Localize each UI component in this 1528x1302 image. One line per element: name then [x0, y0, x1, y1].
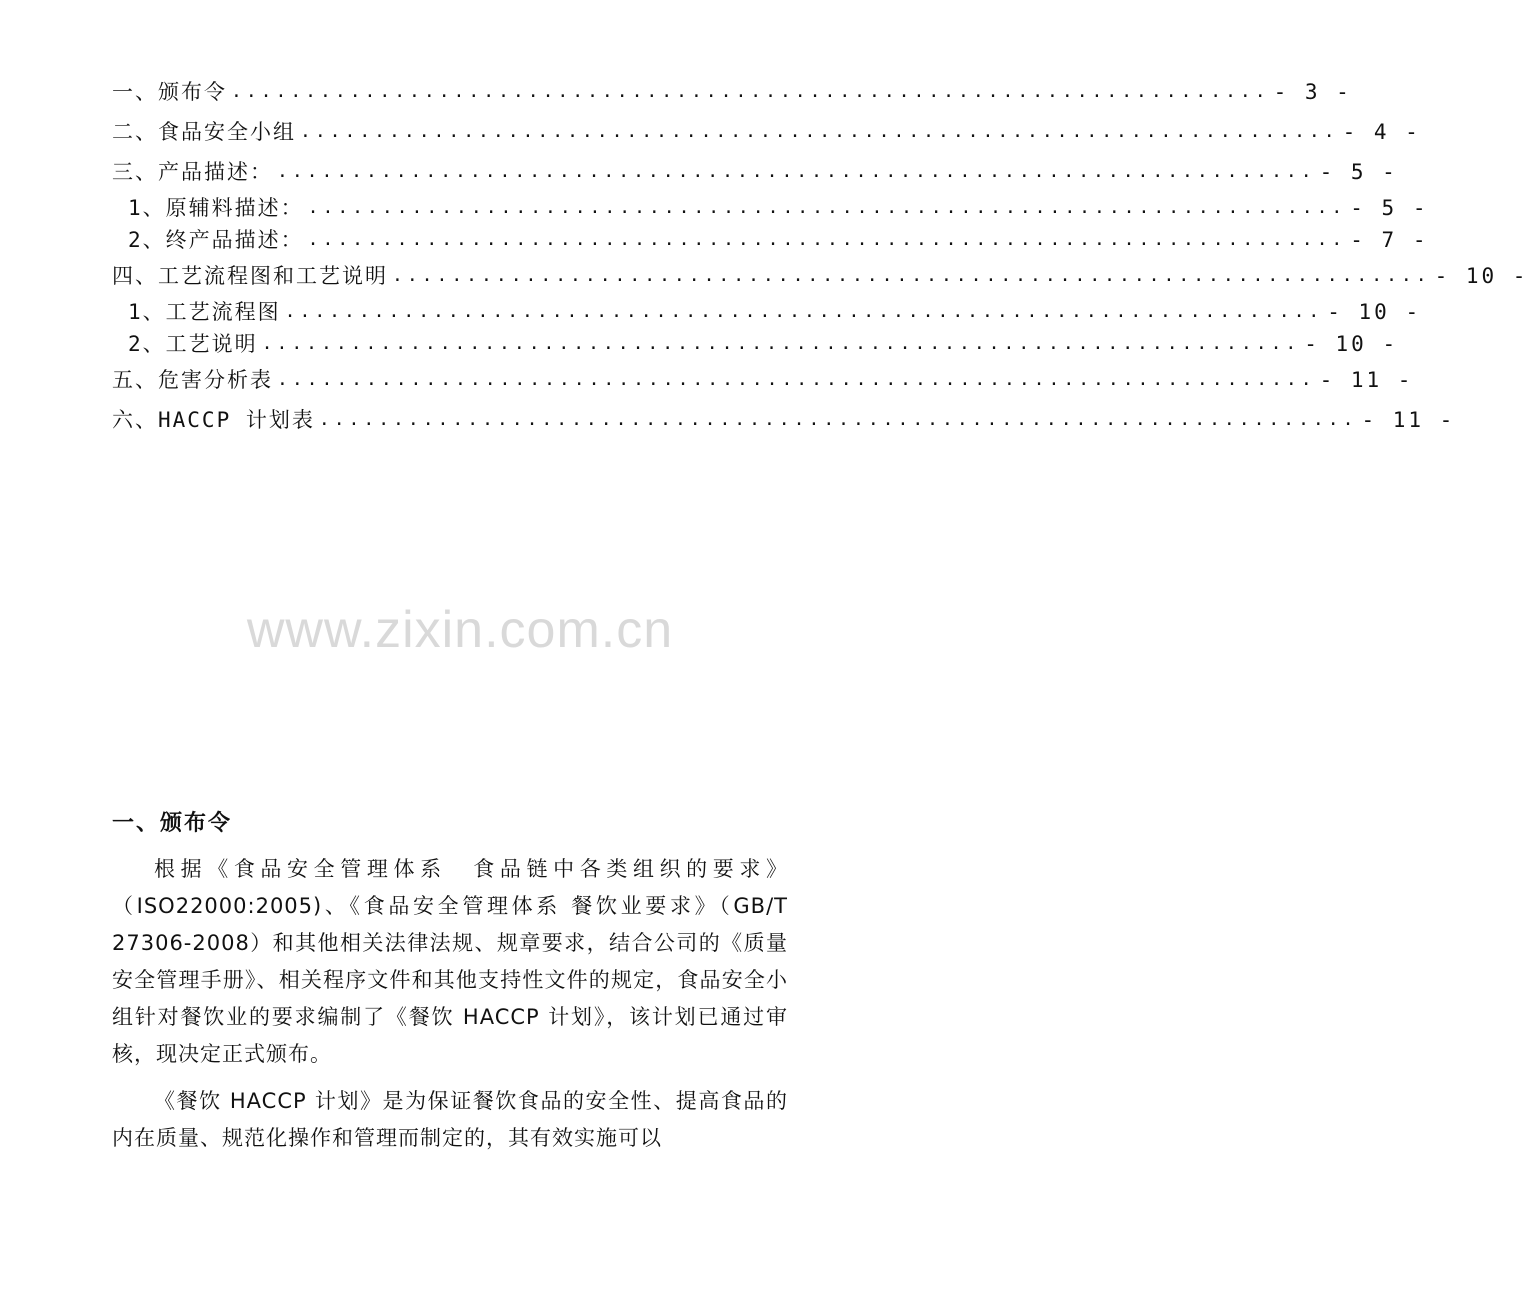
toc-entry[interactable]: [112, 256, 1528, 296]
toc-entry-label: 2、终产品描述：: [128, 228, 304, 252]
body-paragraph: 根据《食品安全管理体系 食品链中各类组织的要求》（ISO22000:2005)、《食品安全管理体系 餐饮业要求》（GB/T 27306-2008）和其他相关法律法规、规章要求，结合公司的《质量安全管理手册》、相关程序文件和其他支持性文件的规定，食品安全小组针对餐饮业的要求编制了《餐饮 HACCP 计划》，该计划已通过审核，现决定正式颁布。: [112, 857, 788, 1066]
toc-leader-dots: ......................................................................: [318, 409, 1358, 430]
toc-entry-page: - 5 -: [1350, 196, 1429, 220]
watermark: www.zixin.com.cn: [246, 601, 674, 659]
toc-leader-dots: ......................................................................: [231, 81, 1270, 102]
toc-entry[interactable]: [112, 72, 1352, 112]
toc-entry-label: 1、原辅料描述：: [128, 196, 304, 220]
toc-leader-dots: ......................................................................: [284, 301, 1324, 322]
toc-subentry[interactable]: [112, 192, 1429, 224]
toc-leader-dots: ......................................................................: [307, 229, 1347, 250]
toc-leader-dots: ......................................................................: [277, 161, 1316, 182]
body-paragraph: 《餐饮 HACCP 计划》是为保证餐饮食品的安全性、提高食品的内在质量、规范化操作和管理而制定的，其有效实施可以: [112, 1089, 788, 1150]
toc-entry-label: 三、产品描述：: [112, 160, 273, 184]
toc-entry-page: - 11 -: [1319, 368, 1414, 392]
toc-leader-dots: ......................................................................: [307, 197, 1347, 218]
toc-entry-label: 二、食品安全小组: [112, 120, 296, 144]
toc-entry[interactable]: [112, 400, 1456, 440]
toc-entry-page: - 10 -: [1327, 300, 1422, 324]
toc-entry[interactable]: [112, 112, 1421, 152]
toc-entry-page: - 7 -: [1350, 228, 1429, 252]
toc-entry-page: - 10 -: [1434, 264, 1528, 288]
toc-entry-label: 一、颁布令: [112, 80, 227, 104]
toc-subentry[interactable]: [112, 224, 1429, 256]
toc-entry[interactable]: [112, 360, 1414, 400]
toc-entry-page: - 4 -: [1342, 120, 1421, 144]
promulgation-section: [112, 806, 788, 1167]
toc-entry-label: 五、危害分析表: [112, 368, 273, 392]
toc-leader-dots: ......................................................................: [261, 333, 1301, 354]
toc-subentry[interactable]: [112, 328, 1399, 360]
toc-entry-page: - 10 -: [1304, 332, 1399, 356]
toc-entry-label: 六、HACCP 计划表: [112, 408, 315, 432]
toc-subentry[interactable]: [112, 296, 1422, 328]
table-of-contents: [112, 72, 1528, 440]
toc-leader-dots: ......................................................................: [277, 369, 1316, 390]
toc-entry-page: - 3 -: [1273, 80, 1352, 104]
toc-entry-label: 1、工艺流程图: [128, 300, 281, 324]
toc-entry[interactable]: [112, 152, 1398, 192]
toc-entry-page: - 11 -: [1361, 408, 1456, 432]
toc-entry-page: - 5 -: [1319, 160, 1398, 184]
toc-entry-label: 四、工艺流程图和工艺说明: [112, 264, 388, 288]
toc-leader-dots: ......................................................................: [392, 265, 1431, 286]
toc-entry-label: 2、工艺说明: [128, 332, 258, 356]
toc-leader-dots: ......................................................................: [300, 121, 1339, 142]
section-heading: 一、颁布令: [112, 811, 233, 836]
